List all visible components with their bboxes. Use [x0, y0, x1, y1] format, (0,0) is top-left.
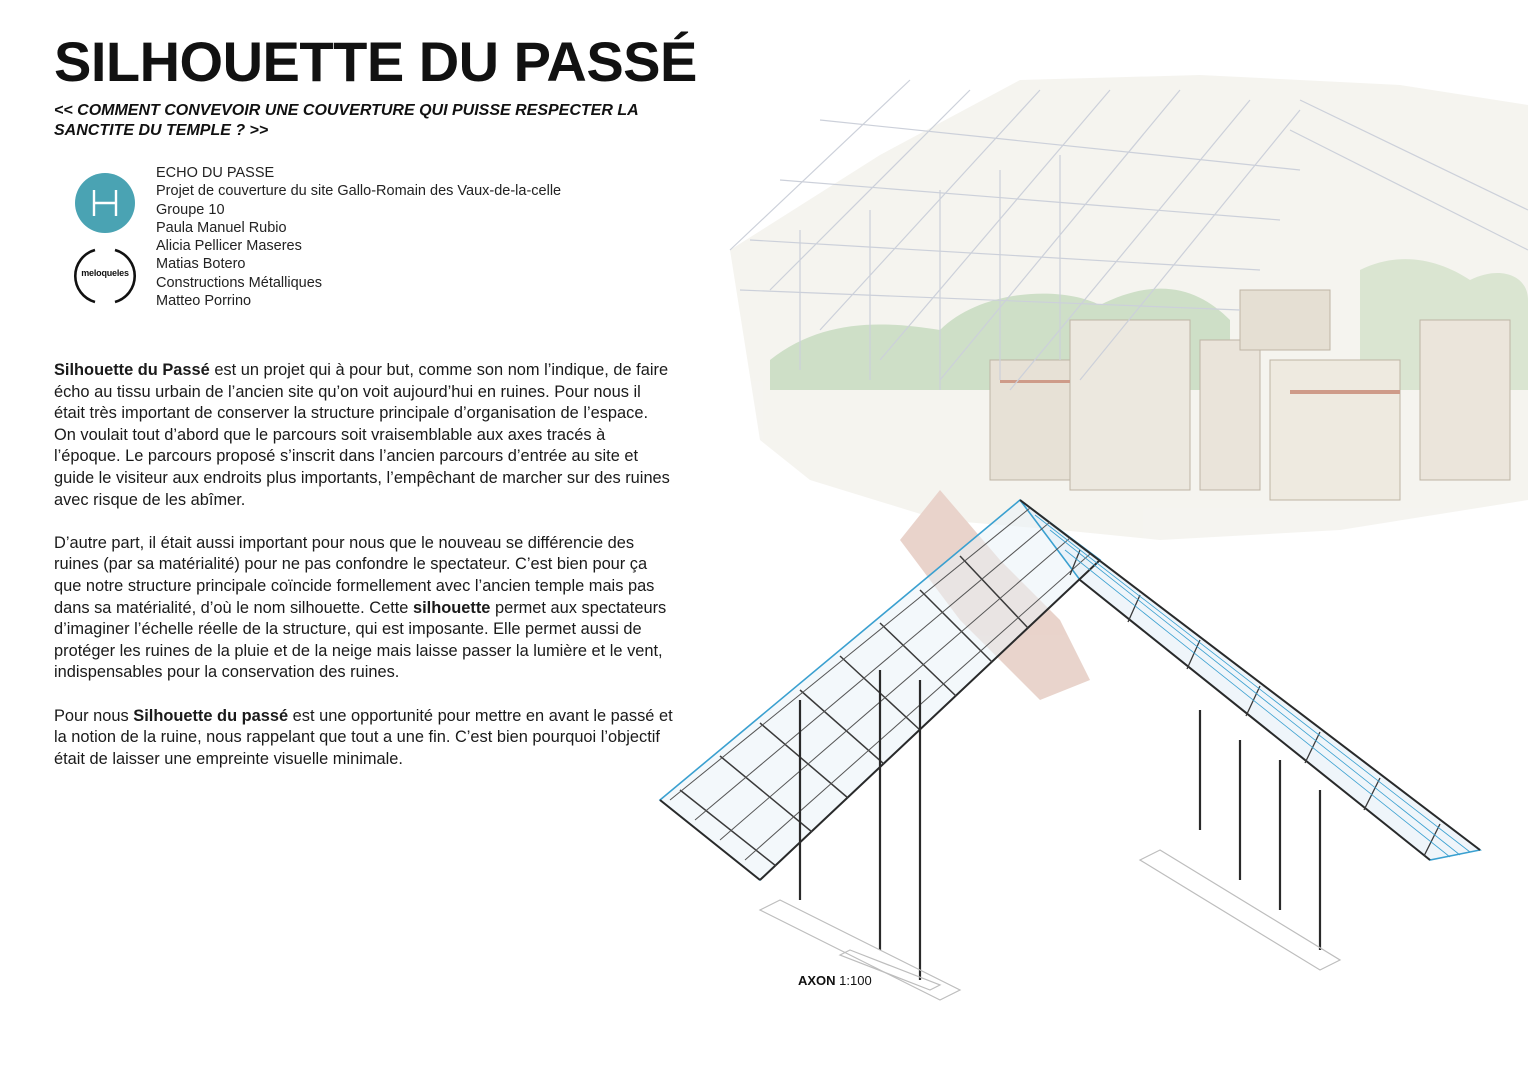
description-text [54, 360, 674, 792]
credit-line: Alicia Pellicer Maseres [156, 238, 302, 255]
axon-scale: 1:100 [835, 973, 872, 988]
credit-line: Groupe 10 [156, 201, 225, 218]
paragraph-2 [54, 533, 674, 684]
credit-line: Paula Manuel Rubio [156, 219, 287, 236]
axon-label-bold: AXON [798, 973, 836, 988]
page-title: SILHOUETTE DU PASSÉ [54, 30, 697, 93]
drawing-scale-label [798, 973, 872, 988]
paragraph-1-text: est un projet qui à pour but, comme son nom l’indique, de faire écho au tissu urbain de l’ancien site qu’on voit aujourd’hui en ruines. Pour nous il était très important de conserver la structure principale d’organisation de l’espace. On voulait tout d’abord que le parcours soit vraisemblable aux axes tracés à l’époque. Le parcours proposé s’inscrit dans l’ancien parcours d’entrée au site et guide le visiteur aux endroits plus importants, l’empêchant de marcher sur des ruines avec risque de les abîmer. [54, 361, 670, 509]
paragraph-3-text-b: est une opportunité pour mettre en avant le passé et la notion de la ruine, nous rappelant que tout a une fin. C’est bien pourquoi l’objectif était de laisser une empreinte visuelle minimale. [54, 706, 673, 768]
paragraph-2-text-a: D’autre part, il était aussi important pour nous que le nouveau se différencie des ruines (par sa matérialité) pour ne pas confondre le spectateur. C’est bien pour ça que notre structure principale coïncide formellement avec l’ancien temple mais pas dans sa matérialité, d’où le nom silhouette. Cette [54, 533, 655, 617]
axonometric-structure [660, 500, 1480, 1000]
echo-du-passe-logo [75, 173, 135, 233]
meloqueles-logo [73, 244, 137, 308]
meloqueles-logo-text: meloqueles [81, 268, 129, 278]
perspective-and-axonometric-drawing [640, 60, 1528, 1020]
page-subtitle: << COMMENT CONVEVOIR UNE COUVERTURE QUI PUISSE RESPECTER LA SANCTITE DU TEMPLE ? >> [54, 102, 639, 139]
project-name-bold: Silhouette du Passé [54, 361, 210, 379]
credit-line: ECHO DU PASSE [156, 165, 275, 181]
paragraph-3 [54, 706, 674, 771]
project-name-bold: Silhouette du passé [133, 706, 289, 725]
credit-line: Matias Botero [156, 256, 246, 273]
paragraph-2-text-b: permet aux spectateurs d’imaginer l’échelle réelle de la structure, qui est imposante. Elle permet aussi de protéger les ruines de la pluie et de la neige mais laisse passer la lumière et le vent, indispensables pour la conservation des ruines. [54, 598, 667, 682]
paragraph-1 [54, 360, 674, 511]
credit-line: Matteo Porrino [156, 293, 252, 310]
silhouette-bold: silhouette [412, 598, 491, 617]
project-credits [156, 164, 561, 310]
credit-line: Projet de couverture du site Gallo-Romain des Vaux-de-la-celle [156, 183, 562, 200]
paragraph-3-text-a: Pour nous [54, 706, 134, 725]
credit-line: Constructions Métalliques [156, 274, 323, 291]
